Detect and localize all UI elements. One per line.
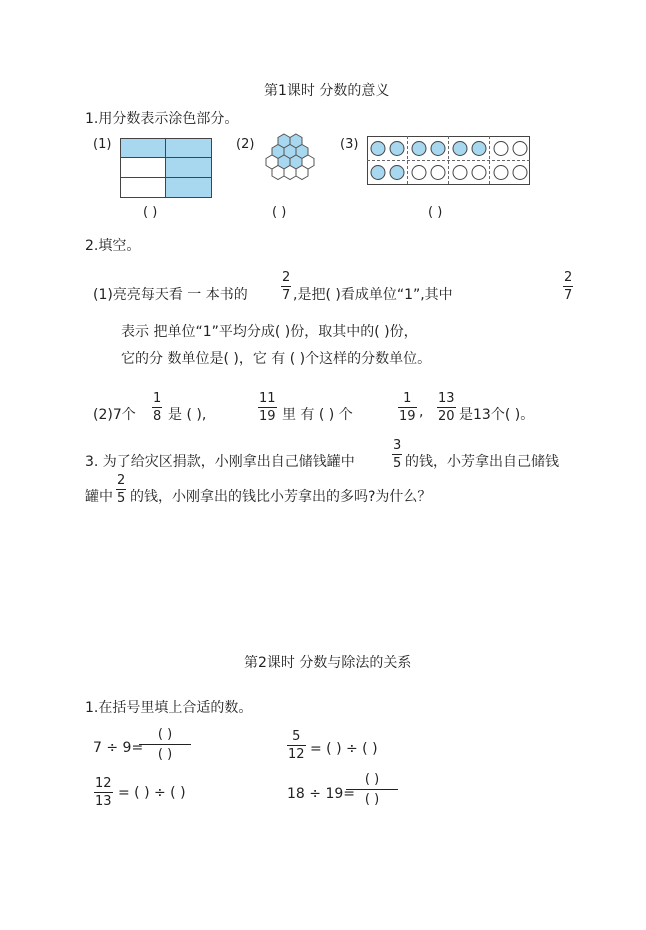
fraction-2-7-b (563, 270, 573, 303)
expr1-blank-fraction[interactable] (139, 727, 191, 762)
q2-p1-line1-a: (1)亮亮每天看 一 本书的 (93, 287, 248, 303)
q2-p1-line3: 它的分 数单位是( )，它 有 ( )个这样的分数单位。 (121, 351, 432, 367)
section1-title: 第1课时 分数的意义 (264, 83, 390, 99)
q3-line2-a: 罐中 (85, 489, 113, 505)
fraction-denominator: 8 (153, 409, 162, 424)
section2-title: 第2课时 分数与除法的关系 (244, 655, 412, 671)
q1-prompt: 1.用分数表示涂色部分。 (85, 111, 239, 127)
q2-p2-d: , (419, 404, 424, 420)
fraction-11-19 (258, 391, 277, 424)
fraction-numerator: 2 (564, 270, 573, 285)
q2-p2-e: 是13个( )。 (459, 407, 535, 423)
fraction-denominator: 12 (288, 747, 305, 762)
blank-numerator[interactable]: ( ) (157, 727, 173, 742)
fraction-5-12 (287, 729, 306, 762)
blank-numerator[interactable]: ( ) (364, 772, 380, 787)
fraction-denominator: 7 (282, 288, 291, 303)
fraction-numerator: 13 (438, 391, 455, 406)
q3-line1-a: 3. 为了给灾区捐款，小刚拿出自己储钱罐中 (85, 454, 355, 470)
q2-p1-line2: 表示 把单位“1”平均分成( )份，取其中的( )份， (121, 324, 418, 340)
fraction-13-20 (437, 391, 456, 424)
fig2-hexagon-cluster (262, 132, 322, 188)
fraction-denominator: 19 (399, 409, 416, 424)
expr3-rest: = ( ) ÷ ( ) (118, 785, 186, 801)
fraction-numerator: 2 (282, 270, 291, 285)
q3-line2-b: 的钱，小刚拿出的钱比小芳拿出的多吗?为什么？ (130, 489, 432, 505)
q2-p1-line1-b: ,是把( )看成单位“1”,其中 (293, 287, 453, 303)
fig1-rect-grid (120, 138, 212, 198)
fraction-3-5 (392, 438, 402, 471)
fraction-denominator: 20 (438, 409, 455, 424)
fraction-numerator: 1 (153, 391, 162, 406)
fig1-answer-blank[interactable]: ( ) (143, 205, 158, 220)
fig3-answer-blank[interactable]: ( ) (428, 205, 443, 220)
fraction-numerator: 3 (393, 438, 402, 453)
expr1-left: 7 ÷ 9= (93, 740, 144, 756)
blank-denominator[interactable]: ( ) (364, 792, 380, 807)
q2-p2-b: 是 ( ), (168, 407, 207, 423)
fig2-label: (2) (236, 137, 255, 152)
q2-p2-a: (2)7个 (93, 407, 136, 423)
q2-prompt: 2.填空。 (85, 238, 141, 254)
expr4-left: 18 ÷ 19= (287, 786, 355, 802)
fraction-numerator: 11 (259, 391, 276, 406)
q2-p2-c: 里 有 ( ) 个 (282, 407, 353, 423)
s2-q1-prompt: 1.在括号里填上合适的数。 (85, 700, 253, 716)
fig3-label: (3) (340, 137, 359, 152)
fraction-2-5 (116, 473, 126, 506)
fraction-denominator: 19 (259, 409, 276, 424)
fraction-numerator: 12 (95, 776, 112, 791)
fig2-answer-blank[interactable]: ( ) (272, 205, 287, 220)
fraction-denominator: 5 (117, 491, 126, 506)
fig3-circle-grid (367, 136, 531, 186)
fraction-numerator: 2 (117, 473, 126, 488)
fraction-numerator: 1 (403, 391, 412, 406)
fraction-denominator: 7 (564, 288, 573, 303)
q3-line1-b: 的钱，小芳拿出自己储钱 (405, 454, 559, 470)
expr4-blank-fraction[interactable] (346, 772, 398, 807)
fig1-label: (1) (93, 137, 112, 152)
fraction-12-13 (94, 776, 113, 809)
fraction-numerator: 5 (292, 729, 301, 744)
expr2-rest: = ( ) ÷ ( ) (310, 741, 378, 757)
fraction-denominator: 5 (393, 456, 402, 471)
fraction-1-8 (152, 391, 162, 424)
blank-denominator[interactable]: ( ) (157, 747, 173, 762)
fraction-1-19 (398, 391, 417, 424)
fraction-2-7-a (281, 270, 291, 303)
fraction-denominator: 13 (95, 794, 112, 809)
